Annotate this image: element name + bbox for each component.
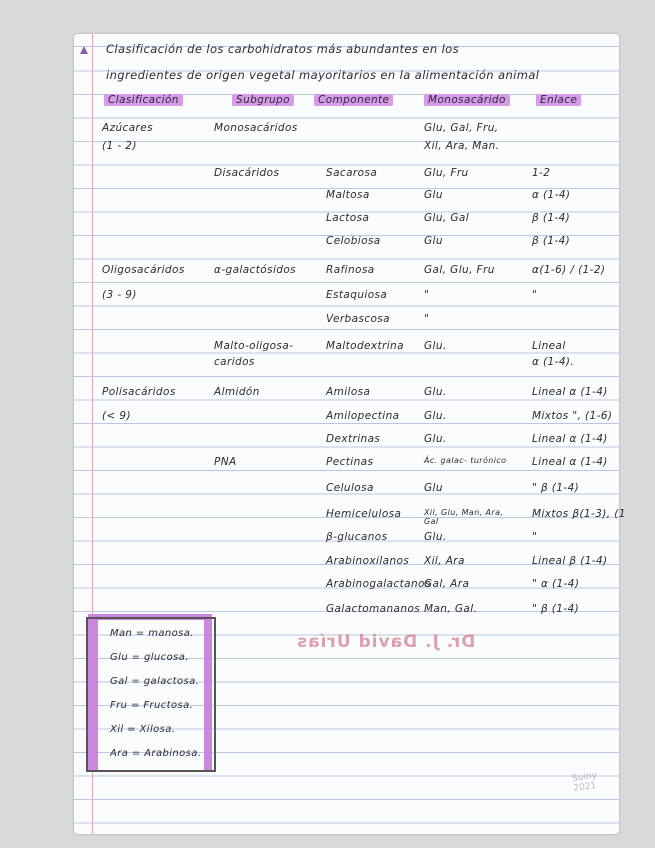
signature: Suiny 2021 [571,770,598,794]
table-cell-comp: Estaquiosa [326,289,388,301]
table-cell-enl: α (1-4). [532,356,575,368]
table-cell-mono: Xil, Ara, Man. [424,140,500,152]
table-cell-mono: " [424,313,430,325]
table-cell-cls: Oligosacáridos [102,264,185,276]
table-cell-cls: (1 - 2) [102,140,137,152]
table-cell-sub: α-galactósidos [214,264,297,276]
table-cell-cls: Azúcares [102,122,154,134]
table-cell-mono: Gal, Glu, Fru [424,264,495,276]
table-cell-sub: Malto-oligosa- [214,340,294,352]
table-cell-comp: Rafinosa [326,264,375,276]
table-cell-mono: Ác. galac- turónico [424,456,507,465]
table-cell-comp: Galactomananos [326,603,421,615]
table-cell-enl: 1-2 [532,167,551,179]
table-cell-comp: Celobiosa [326,235,381,247]
table-cell-comp: Pectinas [326,456,374,468]
table-cell-enl: β (1-4) [532,235,571,247]
author-stamp: Dr. J. David Urías [296,632,476,652]
table-cell-enl: " [532,289,538,301]
table-cell-comp: Hemicelulosa [326,508,402,520]
table-cell-mono: Man, Gal. [424,603,478,615]
table-cell-mono: Glu, Gal, Fru, [424,122,499,134]
header-monosacarido: Monosacárido [424,94,510,106]
table-cell-comp: Verbascosa [326,313,391,325]
table-cell-comp: β-glucanos [326,531,388,543]
header-enlace: Enlace [536,94,581,106]
table-cell-mono: Glu. [424,433,447,445]
table-cell-enl: " β (1-4) [532,482,580,494]
table-cell-mono: Glu, Gal [424,212,470,224]
table-cell-mono: Glu. [424,340,447,352]
table-cell-mono: " [424,289,430,301]
table-cell-sub: Almidón [214,386,260,398]
legend-item: Xil = Xilosa. [110,724,176,735]
table-cell-mono: Glu. [424,386,447,398]
table-cell-cls: (< 9) [102,410,132,422]
table-cell-enl: α(1-6) / (1-2) [532,264,606,276]
table-cell-mono: Glu [424,482,443,494]
table-cell-mono: Xil, Glu, Man, Ara, Gal [424,508,504,526]
table-cell-enl: α (1-4) [532,189,571,201]
table-cell-enl: Lineal [532,340,566,352]
title-line-1: Clasificación de los carbohidratos más abundantes en los [106,42,459,56]
table-cell-comp: Sacarosa [326,167,378,179]
table-cell-comp: Maltodextrina [326,340,404,352]
table-cell-sub: Disacáridos [214,167,280,179]
table-cell-mono: Glu [424,189,443,201]
table-cell-cls: (3 - 9) [102,289,137,301]
table-cell-enl: β (1-4) [532,212,571,224]
table-cell-comp: Lactosa [326,212,370,224]
header-subgrupo: Subgrupo [232,94,294,106]
legend-item: Man = manosa. [110,628,194,639]
title-line-2: ingredientes de origen vegetal mayoritarios en la alimentación animal [106,68,540,82]
table-cell-sub: caridos [214,356,255,368]
table-cell-enl: " [532,531,538,543]
table-cell-enl: Mixtos ", (1-6) [532,410,613,422]
table-cell-comp: Amilosa [326,386,371,398]
table-cell-cls: Polisacáridos [102,386,176,398]
header-componente: Componente [314,94,393,106]
table-cell-sub: PNA [214,456,237,468]
table-cell-mono: Glu [424,235,443,247]
legend-item: Fru = Fructosa. [110,700,194,711]
table-cell-mono: Xil, Ara [424,555,465,567]
table-cell-mono: Gal, Ara [424,578,470,590]
triangle-bullet-icon [80,46,88,54]
table-cell-enl: Mixtos β(1-3), (1 [532,508,626,520]
table-cell-enl: " β (1-4) [532,603,580,615]
table-cell-comp: Arabinogalactanos [326,578,431,590]
table-cell-comp: Celulosa [326,482,374,494]
table-cell-enl: Lineal α (1-4) [532,386,608,398]
table-cell-comp: Amilopectina [326,410,400,422]
table-cell-enl: Lineal α (1-4) [532,456,608,468]
table-cell-mono: Glu, Fru [424,167,469,179]
legend-item: Glu = glucosa. [110,652,189,663]
table-cell-comp: Arabinoxilanos [326,555,410,567]
table-cell-enl: Lineal β (1-4) [532,555,608,567]
table-cell-enl: Lineal α (1-4) [532,433,608,445]
table-cell-comp: Maltosa [326,189,370,201]
table-cell-mono: Glu. [424,531,447,543]
header-clasificacion: Clasificación [104,94,183,106]
table-cell-mono: Glu. [424,410,447,422]
table-cell-comp: Dextrinas [326,433,381,445]
table-cell-enl: " α (1-4) [532,578,580,590]
legend-item: Gal = galactosa. [110,676,200,687]
legend-item: Ara = Arabinosa. [110,748,202,759]
table-cell-sub: Monosacáridos [214,122,298,134]
